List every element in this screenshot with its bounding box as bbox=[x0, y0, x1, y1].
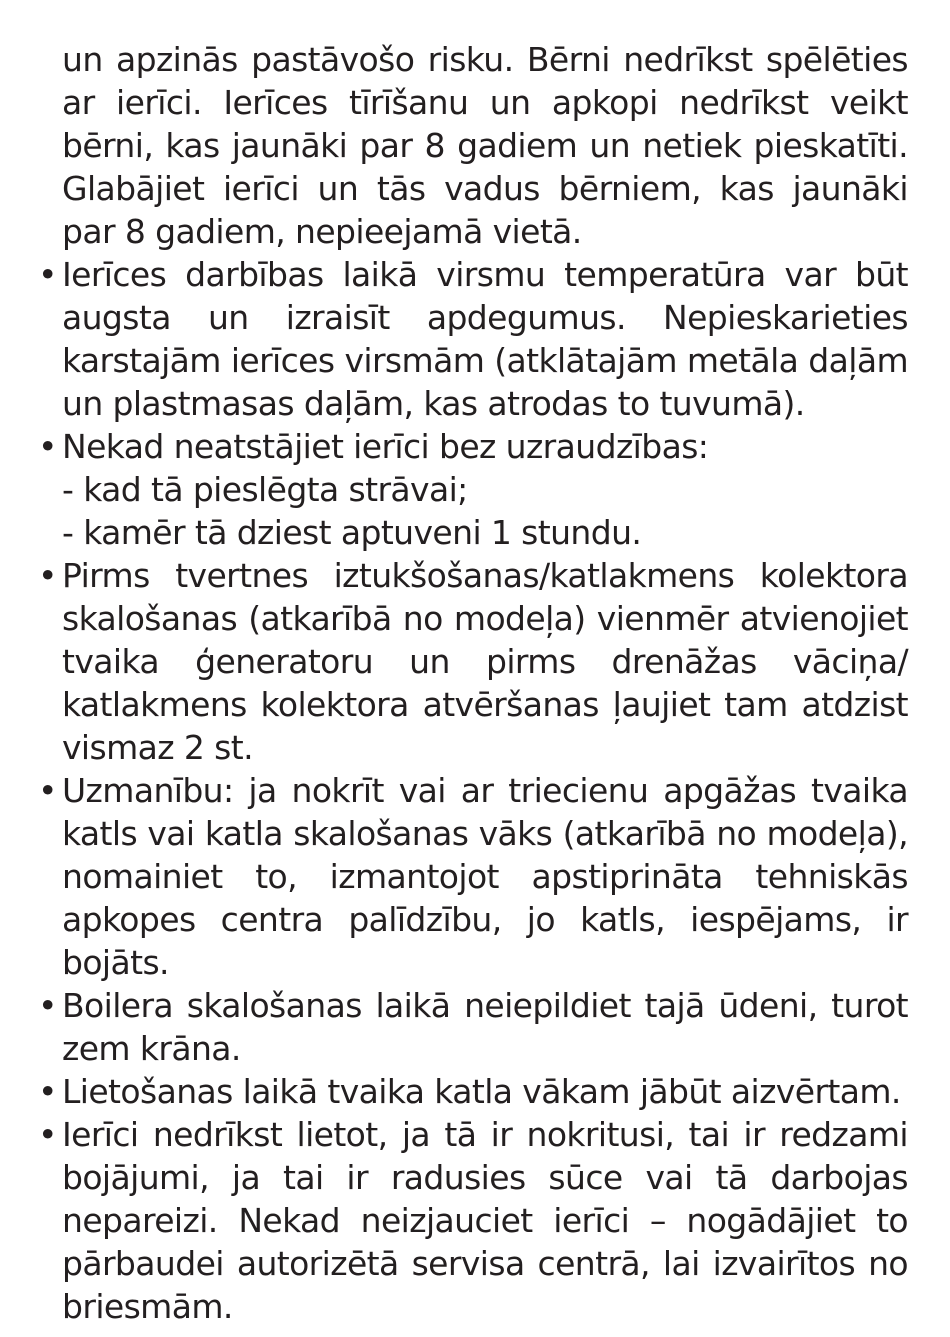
sub-item: - kamēr tā dziest aptuveni 1 stundu. bbox=[62, 513, 642, 552]
bullet-icon: • bbox=[38, 255, 57, 294]
bullet-icon: • bbox=[38, 1072, 57, 1111]
list-item bbox=[0, 554, 950, 769]
list-item-text: Lietošanas laikā tvaika katla vākam jābūt aizvērtam. bbox=[62, 1072, 901, 1111]
bullet-icon: • bbox=[38, 1115, 57, 1154]
list-item bbox=[0, 1113, 950, 1328]
list-item-text: Nekad neatstājiet ierīci bez uzraudzības: bbox=[62, 427, 709, 466]
list-item-text: Pirms tvertnes iztukšošanas/katlakmens kolektora skalošanas (atkarībā no modeļa) vienmēr atvienojiet tvaika ģeneratoru un pirms drenāžas vāciņa/ katlakmens kolektora atvēršanas ļaujiet tam atdzist vismaz 2 st. bbox=[62, 556, 908, 767]
bullet-icon: • bbox=[38, 427, 57, 466]
document-page bbox=[0, 38, 950, 1328]
list-item-text: Boilera skalošanas laikā neiepildiet tajā ūdeni, turot zem krāna. bbox=[62, 986, 908, 1068]
intro-paragraph: un apzinās pastāvošo risku. Bērni nedrīkst spēlēties ar ierīci. Ierīces tīrīšanu un apkopi nedrīkst veikt bērni, kas jaunāki par 8 gadiem un netiek pieskatīti. Glabājiet ierīci un tās vadus bērniem, kas jaunāki par 8 gadiem, nepieejamā vietā. bbox=[62, 40, 908, 251]
list-item bbox=[0, 425, 950, 554]
list-item bbox=[0, 984, 950, 1070]
list-item bbox=[0, 1070, 950, 1113]
sub-item: - kad tā pieslēgta strāvai; bbox=[62, 470, 468, 509]
bullet-icon: • bbox=[38, 986, 57, 1025]
list-item bbox=[0, 769, 950, 984]
list-item-text: Ierīces darbības laikā virsmu temperatūra var būt augsta un izraisīt apdegumus. Nepieskarieties karstajām ierīces virsmām (atklātajām metāla daļām un plastmasas daļām, kas atrodas to tuvumā). bbox=[62, 255, 908, 423]
list-item-text: Ierīci nedrīkst lietot, ja tā ir nokritusi, tai ir redzami bojājumi, ja tai ir radusies sūce vai tā darbojas nepareizi. Nekad neizjauciet ierīci – nogādājiet to pārbaudei autorizētā servisa centrā, lai izvairītos no briesmām. bbox=[62, 1115, 908, 1326]
list-item-text: Uzmanību: ja nokrīt vai ar triecienu apgāžas tvaika katls vai katla skalošanas vāks (atkarībā no modeļa), nomainiet to, izmantojot apstiprināta tehniskās apkopes centra palīdzību, jo katls, iespējams, ir bojāts. bbox=[62, 771, 908, 982]
bullet-icon: • bbox=[38, 771, 57, 810]
bullet-icon: • bbox=[38, 556, 57, 595]
list-item bbox=[0, 253, 950, 425]
